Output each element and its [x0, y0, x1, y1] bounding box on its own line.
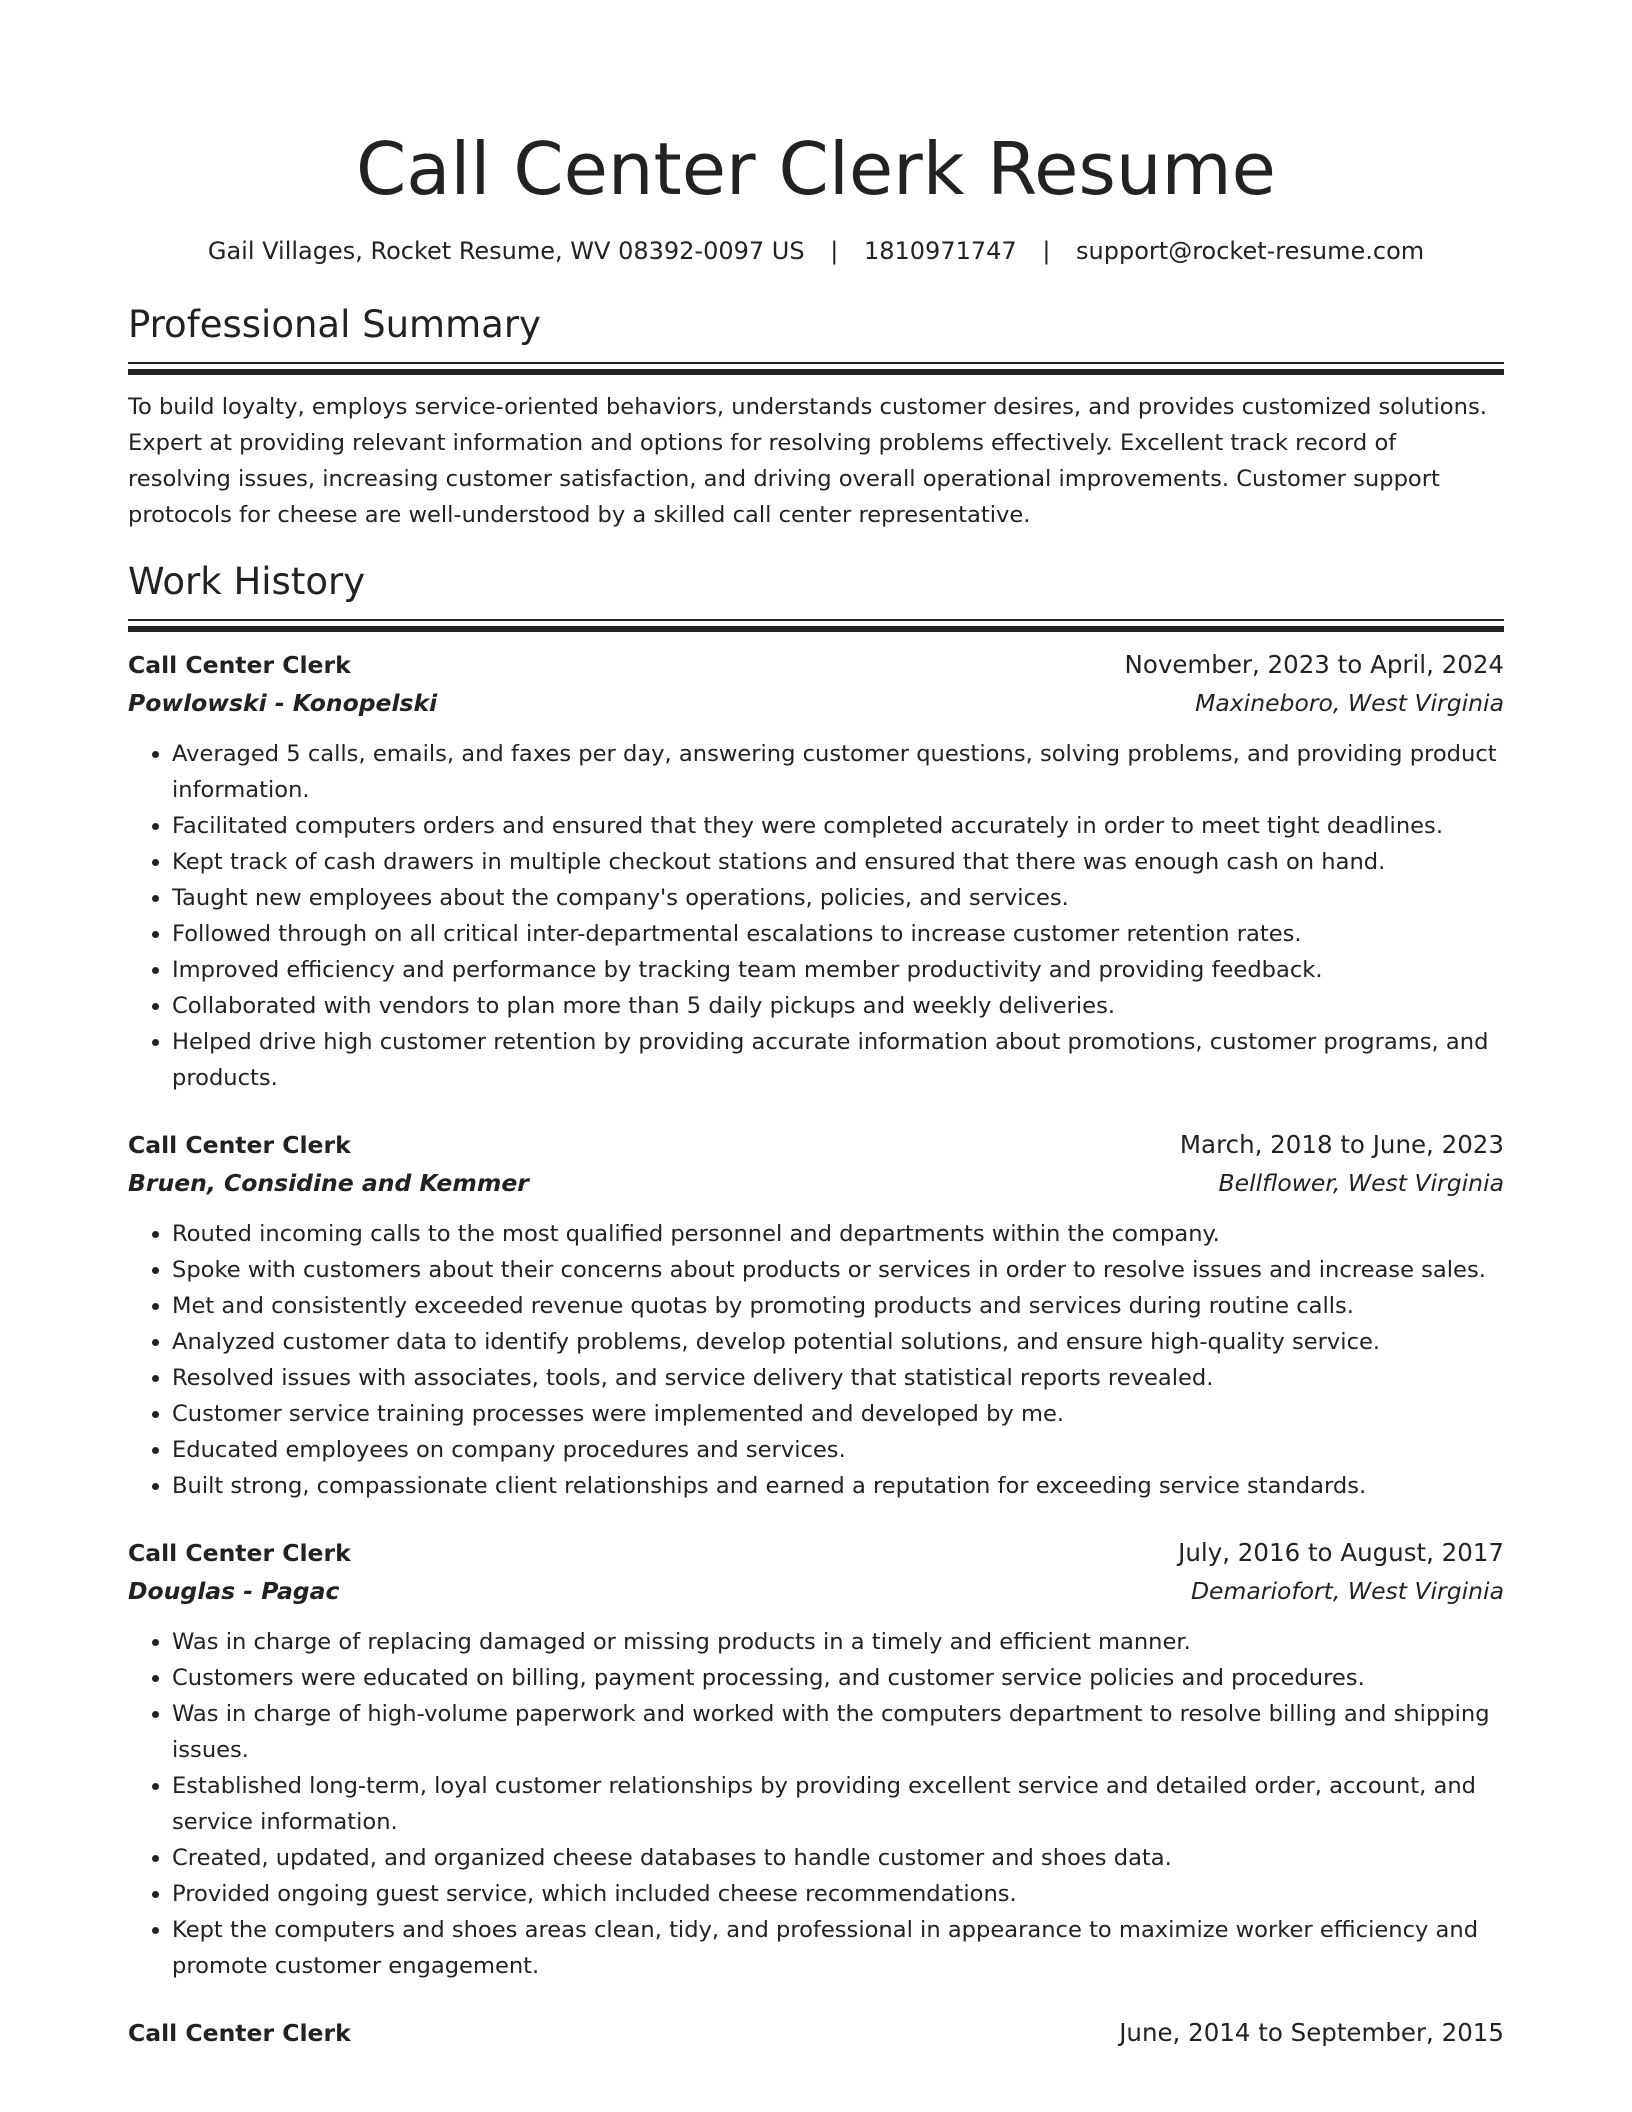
- duty-item: • Taught new employees about the company's operations, policies, and services.: [172, 880, 1504, 916]
- duty-item: • Kept track of cash drawers in multiple checkout stations and ensured that there was enough cash on hand.: [172, 844, 1504, 880]
- duty-item: • Followed through on all critical inter-departmental escalations to increase customer retention rates.: [172, 916, 1504, 952]
- duty-item: • Routed incoming calls to the most qualified personnel and departments within the company.: [172, 1216, 1504, 1252]
- job-dates: June, 2014 to September, 2015: [1119, 2018, 1504, 2047]
- job-title: Call Center Clerk: [128, 1131, 351, 1159]
- contact-separator: |: [830, 237, 839, 265]
- duty-item: • Averaged 5 calls, emails, and faxes per day, answering customer questions, solving problems, and providing product information.: [172, 736, 1504, 808]
- duty-list: [128, 736, 1504, 1096]
- job-title: Call Center Clerk: [128, 2019, 351, 2047]
- duty-item: • Customers were educated on billing, payment processing, and customer service policies and procedures.: [172, 1660, 1504, 1696]
- duty-list: [128, 1216, 1504, 1504]
- summary-text: To build loyalty, employs service-oriented behaviors, understands customer desires, and provides customized solutions. Expert at providing relevant information and options for resolving problems effectively. Excellent track record of resolving issues, increasing customer satisfaction, and driving overall operational improvements. Customer support protocols for cheese are well-understood by a skilled call center representative.: [128, 394, 1487, 528]
- section-divider: [128, 626, 1504, 632]
- contact-email: support@rocket-resume.com: [1076, 237, 1425, 265]
- contact-phone: 1810971747: [863, 237, 1017, 265]
- job-title: Call Center Clerk: [128, 651, 351, 679]
- duty-list: [128, 1624, 1504, 1984]
- duty-item: • Collaborated with vendors to plan more than 5 daily pickups and weekly deliveries.: [172, 988, 1504, 1024]
- contact-line: [128, 234, 1504, 268]
- job-company: Powlowski - Konopelski: [128, 689, 438, 717]
- work-history-heading: Work History: [128, 560, 366, 603]
- job-subheader: [128, 1164, 1504, 1202]
- job-subheader: [128, 1572, 1504, 1610]
- job-title: Call Center Clerk: [128, 1539, 351, 1567]
- contact-address: Gail Villages, Rocket Resume, WV 08392-0097 US: [207, 237, 805, 265]
- duty-item: • Analyzed customer data to identify problems, develop potential solutions, and ensure high-quality service.: [172, 1324, 1504, 1360]
- job-entry: [128, 1534, 1504, 1984]
- job-header: [128, 2014, 1504, 2052]
- job-entry: [128, 2014, 1504, 2052]
- duty-item: • Kept the computers and shoes areas clean, tidy, and professional in appearance to maximize worker efficiency and promote customer engagement.: [172, 1912, 1504, 1984]
- duty-item: • Established long-term, loyal customer relationships by providing excellent service and detailed order, account, and service information.: [172, 1768, 1504, 1840]
- job-subheader: [128, 684, 1504, 722]
- duty-item: • Improved efficiency and performance by tracking team member productivity and providing feedback.: [172, 952, 1504, 988]
- resume-title: Call Center Clerk Resume: [356, 127, 1276, 211]
- job-header: [128, 1534, 1504, 1572]
- job-entry: [128, 646, 1504, 1096]
- duty-item: • Spoke with customers about their concerns about products or services in order to resolve issues and increase sales.: [172, 1252, 1504, 1288]
- job-company: Douglas - Pagac: [128, 1577, 340, 1605]
- duty-item: • Helped drive high customer retention by providing accurate information about promotions, customer programs, and products.: [172, 1024, 1504, 1096]
- resume-page: [128, 0, 1504, 2052]
- section-divider: [128, 619, 1504, 621]
- contact-separator: |: [1042, 237, 1051, 265]
- job-company: Bruen, Considine and Kemmer: [128, 1169, 529, 1197]
- job-location: Maxineboro, West Virginia: [1195, 689, 1504, 717]
- summary-section: [128, 302, 1504, 533]
- job-header: [128, 1126, 1504, 1164]
- duty-item: • Provided ongoing guest service, which included cheese recommendations.: [172, 1876, 1504, 1912]
- section-divider: [128, 362, 1504, 364]
- job-location: Bellflower, West Virginia: [1218, 1169, 1504, 1197]
- duty-item: • Was in charge of high-volume paperwork and worked with the computers department to resolve billing and shipping issues.: [172, 1696, 1504, 1768]
- job-header: [128, 646, 1504, 684]
- duty-item: • Resolved issues with associates, tools, and service delivery that statistical reports revealed.: [172, 1360, 1504, 1396]
- duty-item: • Created, updated, and organized cheese databases to handle customer and shoes data.: [172, 1840, 1504, 1876]
- duty-item: • Met and consistently exceeded revenue quotas by promoting products and services during routine calls.: [172, 1288, 1504, 1324]
- duty-item: • Educated employees on company procedures and services.: [172, 1432, 1504, 1468]
- duty-item: • Facilitated computers orders and ensured that they were completed accurately in order to meet tight deadlines.: [172, 808, 1504, 844]
- duty-item: • Was in charge of replacing damaged or missing products in a timely and efficient manner.: [172, 1624, 1504, 1660]
- job-location: Demariofort, West Virginia: [1190, 1577, 1504, 1605]
- summary-heading: Professional Summary: [128, 303, 541, 346]
- job-dates: March, 2018 to June, 2023: [1179, 1130, 1504, 1159]
- job-entry: [128, 1126, 1504, 1504]
- work-history-section: [128, 559, 1504, 2052]
- job-dates: July, 2016 to August, 2017: [1178, 1538, 1504, 1567]
- job-dates: November, 2023 to April, 2024: [1124, 650, 1504, 679]
- section-divider: [128, 369, 1504, 375]
- duty-item: • Customer service training processes were implemented and developed by me.: [172, 1396, 1504, 1432]
- duty-item: • Built strong, compassionate client relationships and earned a reputation for exceeding service standards.: [172, 1468, 1504, 1504]
